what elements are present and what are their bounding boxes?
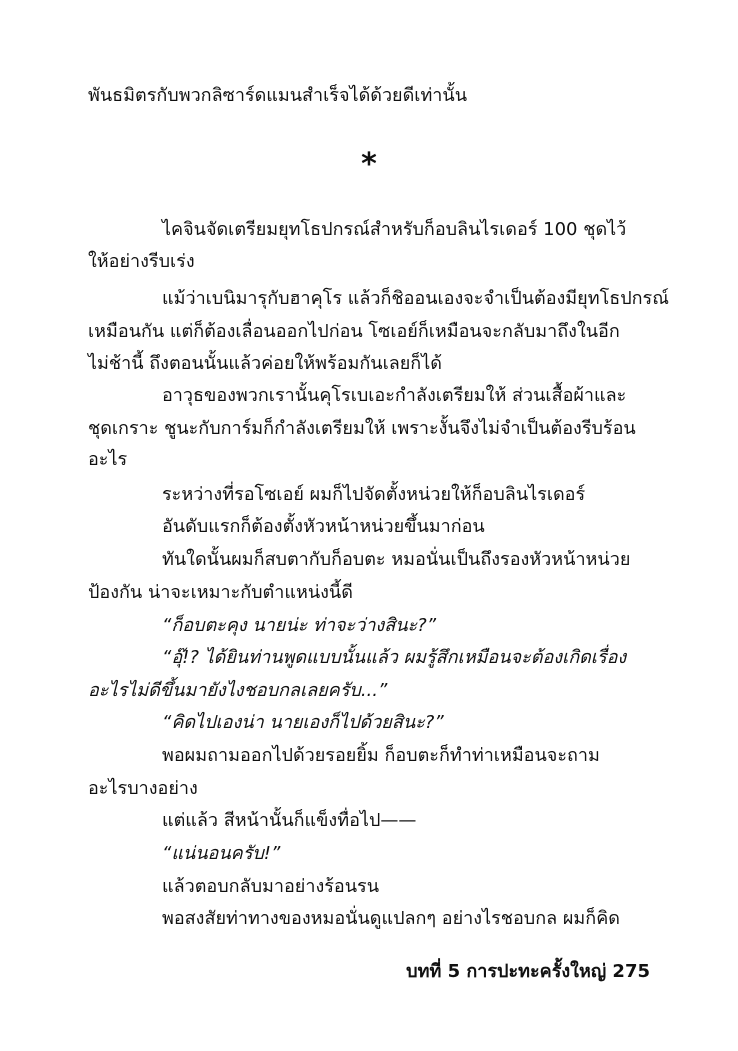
scene-separator: * — [361, 147, 377, 182]
text-line: พอผมถามออกไปด้วยรอยยิ้ม ก็อบตะก็ทำท่าเหมือนจะถาม — [162, 745, 600, 766]
text-line: แล้วตอบกลับมาอย่างร้อนรน — [162, 876, 380, 897]
text-line: อันดับแรกก็ต้องตั้งหัวหน้าหน่วยขึ้นมาก่อน — [162, 516, 485, 537]
text-line: เหมือนกัน แต่ก็ต้องเลื่อนออกไปก่อน โซเอย์ก็เหมือนจะกลับมาถึงในอีก — [88, 321, 620, 342]
dialogue-line: “อุ๊!? ได้ยินท่านพูดแบบนั้นแล้ว ผมรู้สึกเหมือนจะต้องเกิดเรื่อง — [162, 647, 627, 668]
text-line: อะไรบางอย่าง — [88, 778, 198, 799]
page-footer: บทที่ 5 การปะทะครั้งใหญ่ 275 — [406, 961, 650, 982]
text-line: ทันใดนั้นผมก็สบตากับก็อบตะ หมอนั่นเป็นถึงรองหัวหน้าหน่วย — [162, 549, 631, 570]
dialogue-line: “คิดไปเองน่า นายเองก็ไปด้วยสินะ?” — [162, 712, 444, 733]
dialogue-line: “ก็อบตะคุง นายน่ะ ท่าจะว่างสินะ?” — [162, 615, 437, 636]
text-line: ไม่ช้านี้ ถึงตอนนั้นแล้วค่อยให้พร้อมกันเลยก็ได้ — [88, 353, 442, 374]
text-line: ชุดเกราะ ชูนะกับการ์มก็กำลังเตรียมให้ เพราะงั้นจึงไม่จำเป็นต้องรีบร้อน — [88, 418, 636, 439]
text-line: อาวุธของพวกเรานั้นคุโรเบเอะกำลังเตรียมให้ ส่วนเสื้อผ้าและ — [162, 385, 627, 406]
text-line: ไคจินจัดเตรียมยุทโธปกรณ์สำหรับก็อบลินไรเดอร์ 100 ชุดไว้ — [162, 219, 627, 240]
text-line: แม้ว่าเบนิมารุกับฮาคุโร แล้วก็ชิออนเองจะจำเป็นต้องมียุทโธปกรณ์ — [162, 288, 669, 309]
text-line: ป้องกัน น่าจะเหมาะกับตำแหน่งนี้ดี — [88, 582, 353, 603]
text-line: ให้อย่างรีบเร่ง — [88, 251, 195, 272]
dialogue-line: อะไรไม่ดีขึ้นมายังไงชอบกลเลยครับ...” — [88, 680, 388, 701]
text-line: แต่แล้ว สีหน้านั้นก็แข็งทื่อไป—— — [162, 810, 417, 831]
text-line: พอสงสัยท่าทางของหมอนั่นดูแปลกๆ อย่างไรชอบกล ผมก็คิด — [162, 908, 620, 929]
text-line: อะไร — [88, 449, 128, 470]
text-line: ระหว่างที่รอโซเอย์ ผมก็ไปจัดตั้งหน่วยให้ก็อบลินไรเดอร์ — [162, 484, 586, 505]
dialogue-line: “แน่นอนครับ!” — [162, 843, 281, 864]
text-line: พันธมิตรกับพวกลิซาร์ดแมนสำเร็จได้ด้วยดีเท่านั้น — [88, 85, 468, 106]
